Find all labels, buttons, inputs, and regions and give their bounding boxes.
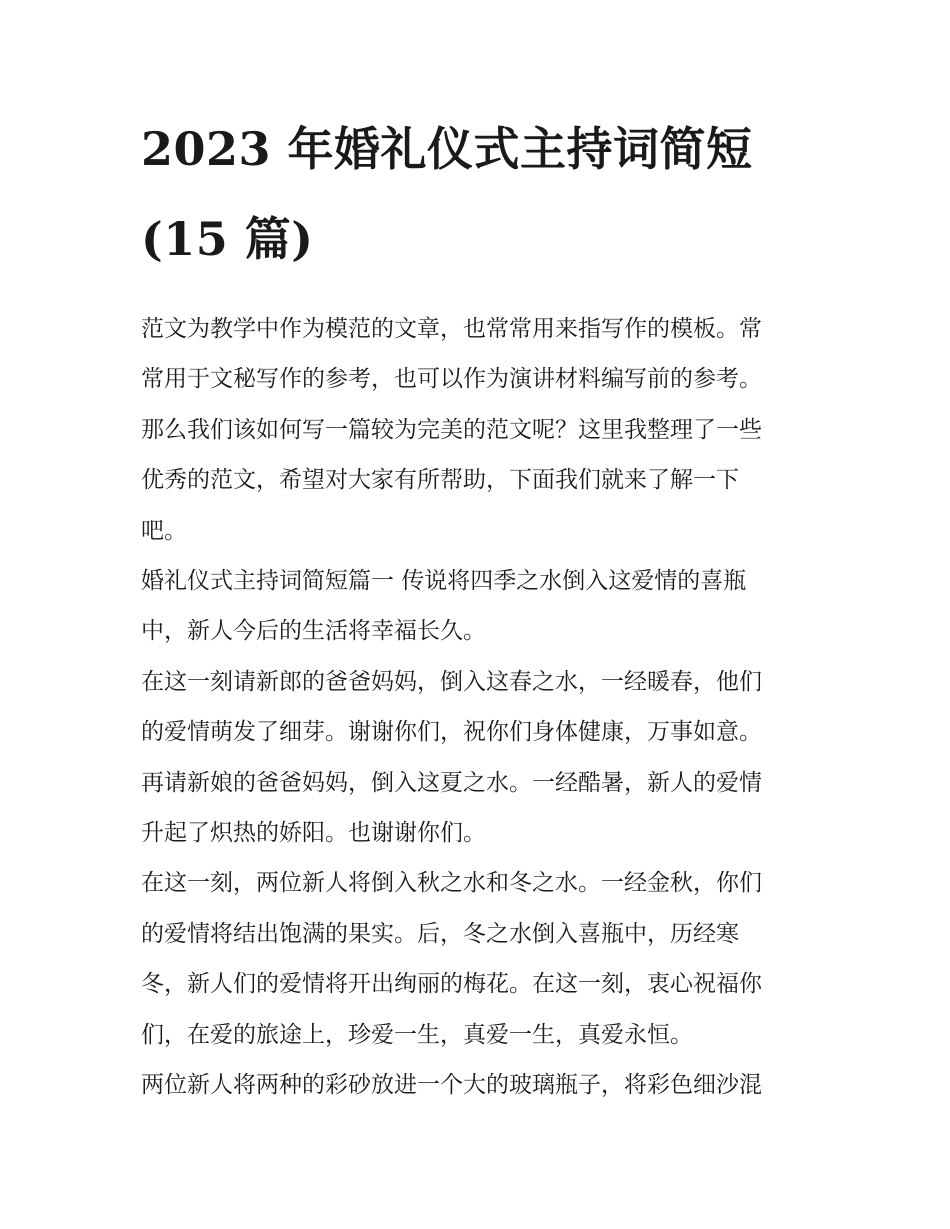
paragraph-intro xyxy=(141,304,813,556)
document-title xyxy=(141,118,813,270)
text-line: 升起了炽热的娇阳。也谢谢你们。 xyxy=(141,820,486,847)
text-line: 那么我们该如何写一篇较为完美的范文呢？这里我整理了一些 xyxy=(141,416,762,443)
text-line: 吧。 xyxy=(141,517,187,544)
text-line: 的爱情将结出饱满的果实。后，冬之水倒入喜瓶中，历经寒 xyxy=(141,920,739,947)
text-line: 在这一刻请新郎的爸爸妈妈，倒入这春之水，一经暖春，他们 xyxy=(141,668,762,695)
title-line-2: (15 篇) xyxy=(141,212,314,266)
text-line: 两位新人将两种的彩砂放进一个大的玻璃瓶子，将彩色细沙混 xyxy=(141,1072,762,1099)
text-line: 冬，新人们的爱情将开出绚丽的梅花。在这一刻，衷心祝福你 xyxy=(141,971,762,998)
text-line: 范文为教学中作为模范的文章，也常常用来指写作的模板。常 xyxy=(141,316,762,342)
text-line: 婚礼仪式主持词简短篇一 传说将四季之水倒入这爱情的喜瓶 xyxy=(141,568,747,595)
paragraph-sand-ceremony xyxy=(141,1060,813,1110)
text-line: 的爱情萌发了细芽。谢谢你们，祝你们身体健康，万事如意。 xyxy=(141,719,762,746)
text-line: 们，在爱的旅途上，珍爱一生，真爱一生，真爱永恒。 xyxy=(141,1021,693,1048)
paragraph-spring-summer xyxy=(141,657,813,859)
text-line: 在这一刻，两位新人将倒入秋之水和冬之水。一经金秋，你们 xyxy=(141,870,762,897)
paragraph-autumn-winter xyxy=(141,858,813,1060)
paragraph-section-one xyxy=(141,556,813,657)
text-line: 优秀的范文，希望对大家有所帮助，下面我们就来了解一下 xyxy=(141,467,739,494)
document-page xyxy=(141,118,813,1111)
document-body xyxy=(141,304,813,1111)
text-line: 再请新娘的爸爸妈妈，倒入这夏之水。一经酷暑，新人的爱情 xyxy=(141,769,762,796)
title-line-1: 2023 年婚礼仪式主持词简短 xyxy=(141,122,753,176)
text-line: 常用于文秘写作的参考，也可以作为演讲材料编写前的参考。 xyxy=(141,366,762,393)
text-line: 中，新人今后的生活将幸福长久。 xyxy=(141,618,486,645)
